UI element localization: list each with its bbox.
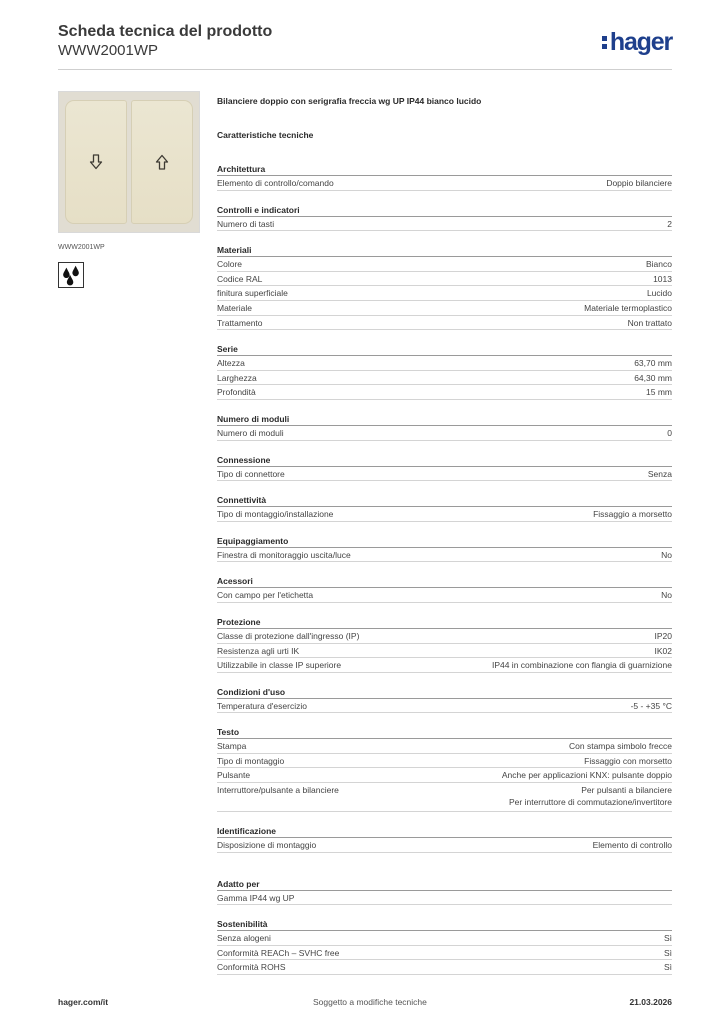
section-title: Protezione (217, 615, 672, 629)
spec-row: Elemento di controllo/comando Doppio bilanciere (217, 176, 672, 191)
spec-row: Numero di tasti 2 (217, 217, 672, 232)
page-title: Scheda tecnica del prodotto (58, 23, 273, 40)
spec-row: Tipo di montaggio/installazione Fissaggio a morsetto (217, 507, 672, 522)
spec-row: Resistenza agli urti IK IK02 (217, 644, 672, 659)
section-title: Sostenibilità (217, 917, 672, 931)
arrow-up-icon (155, 154, 169, 170)
spec-row: Profondità 15 mm (217, 385, 672, 400)
spec-row: Classe di protezione dall'ingresso (IP) IP20 (217, 629, 672, 644)
spec-row: finitura superficiale Lucido (217, 286, 672, 301)
section-testo (217, 725, 672, 812)
footer-site: hager.com/it (58, 997, 109, 1007)
section-numero-moduli (217, 412, 672, 441)
document-header (58, 20, 672, 70)
spec-row: Altezza 63,70 mm (217, 356, 672, 371)
logo-dots-icon (602, 32, 609, 52)
section-title: Identificazione (217, 824, 672, 838)
spec-row: Conformità ROHS Sì (217, 960, 672, 975)
ip44-drops-icon (58, 262, 84, 288)
section-title: Acessori (217, 574, 672, 588)
footer-note: Soggetto a modifiche tecniche (313, 997, 427, 1007)
spec-row: Trattamento Non trattato (217, 316, 672, 331)
section-title: Architettura (217, 162, 672, 176)
specs-heading: Caratteristiche tecniche (217, 130, 314, 140)
section-title: Serie (217, 342, 672, 356)
section-equipaggiamento (217, 534, 672, 563)
spec-row: Colore Bianco (217, 257, 672, 272)
section-adatto-per (217, 877, 672, 906)
spec-row: Con campo per l'etichetta No (217, 588, 672, 603)
section-title: Testo (217, 725, 672, 739)
section-materiali (217, 243, 672, 330)
spec-row: Codice RAL 1013 (217, 272, 672, 287)
section-sostenibilita (217, 917, 672, 975)
spec-row: Stampa Con stampa simbolo frecce (217, 739, 672, 754)
section-title: Equipaggiamento (217, 534, 672, 548)
section-acessori (217, 574, 672, 603)
spec-row: Conformità REACh – SVHC free Sì (217, 946, 672, 961)
product-code: WWW2001WP (58, 42, 159, 59)
product-description: Bilanciere doppio con serigrafia freccia wg UP IP44 bianco lucido (217, 96, 482, 106)
section-title: Adatto per (217, 877, 672, 891)
section-connessione (217, 453, 672, 482)
section-connettivita (217, 493, 672, 522)
spec-row: Tipo di connettore Senza (217, 467, 672, 482)
spec-row: Finestra di monitoraggio uscita/luce No (217, 548, 672, 563)
section-serie (217, 342, 672, 400)
arrow-down-icon (89, 154, 103, 170)
spec-row: Utilizzabile in classe IP superiore IP44 in combinazione con flangia di guarnizione (217, 658, 672, 673)
section-identificazione (217, 824, 672, 853)
section-title: Materiali (217, 243, 672, 257)
spec-row: Materiale Materiale termoplastico (217, 301, 672, 316)
footer-date: 21.03.2026 (629, 997, 672, 1007)
spec-row: Temperatura d'esercizio -5 - +35 °C (217, 699, 672, 714)
section-title: Controlli e indicatori (217, 203, 672, 217)
section-title: Connettività (217, 493, 672, 507)
section-title: Numero di moduli (217, 412, 672, 426)
hager-logo: hager (602, 27, 672, 57)
spec-row: Numero di moduli 0 (217, 426, 672, 441)
section-title: Connessione (217, 453, 672, 467)
spec-row: Pulsante Anche per applicazioni KNX: pulsante doppio (217, 768, 672, 783)
image-caption: WWW2001WP (58, 244, 105, 251)
section-controlli (217, 203, 672, 232)
spec-row: Disposizione di montaggio Elemento di controllo (217, 838, 672, 853)
spec-row: Interruttore/pulsante a bilanciere Per pulsanti a bilanciere Per interruttore di commutazione/invertitore (217, 783, 672, 812)
spec-row: Senza alogeni Sì (217, 931, 672, 946)
spec-row: Gamma IP44 wg UP (217, 891, 672, 906)
section-architettura (217, 162, 672, 191)
section-title: Condizioni d'uso (217, 685, 672, 699)
spec-sheet (217, 96, 672, 975)
section-condizioni-uso (217, 685, 672, 714)
rocker-left (65, 100, 127, 224)
product-image (58, 91, 200, 233)
spec-row: Larghezza 64,30 mm (217, 371, 672, 386)
section-protezione (217, 615, 672, 673)
spec-row: Tipo di montaggio Fissaggio con morsetto (217, 754, 672, 769)
rocker-right (131, 100, 193, 224)
